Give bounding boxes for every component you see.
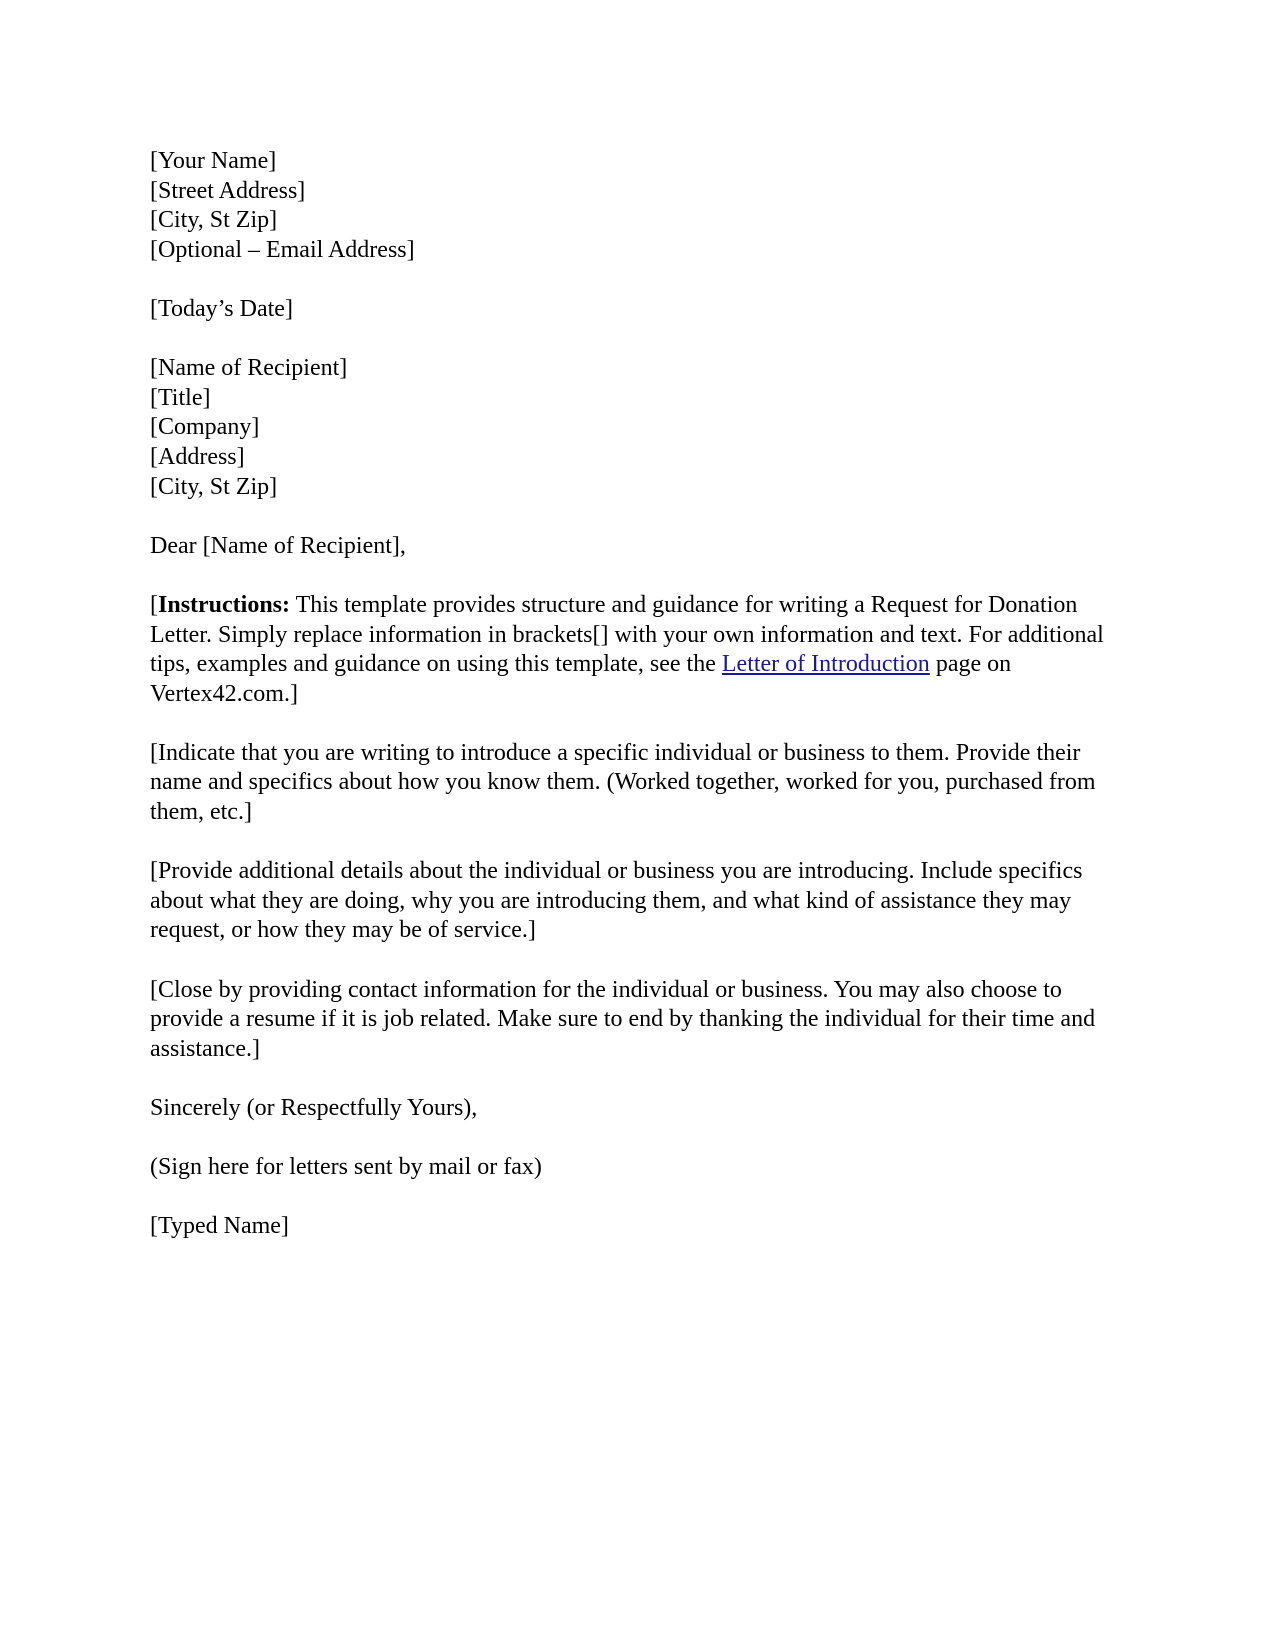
intro-paragraph: [Indicate that you are writing to introduce a specific individual or business to them. Provide their name and specifics about how you know them. (Worked together, worked for you, purchased from them, etc.] [150,739,1096,826]
closing: Sincerely (or Respectfully Yours), [150,1095,478,1121]
letter-of-introduction-link[interactable]: Letter of Introduction [721,651,930,678]
closing-block [150,1094,1135,1124]
recipient-address: [Address] [150,443,245,470]
instructions-open-bracket: [ [150,591,158,618]
signature-note: (Sign here for letters sent by mail or fax) [150,1154,542,1181]
sender-city: [City, St Zip] [150,207,278,234]
signature-block [150,1153,1135,1183]
details-paragraph: [Provide additional details about the individual or business you are introducing. Include specifics about what they are doing, why you are introducing them, and what kind of assistance they may request, or how they may be of service.] [150,858,1083,944]
sender-street: [Street Address] [150,177,306,204]
typed-name-block [150,1212,1135,1242]
salutation-block [150,532,1135,562]
recipient-city: [City, St Zip] [150,473,278,500]
recipient-title: [Title] [150,384,211,411]
sender-name: [Your Name] [150,148,277,174]
letter-body [150,147,1135,1242]
salutation: Dear [Name of Recipient], [150,532,406,559]
sender-block [150,147,1135,265]
instructions-label: Instructions: [158,591,291,618]
recipient-company: [Company] [150,414,260,441]
recipient-name: [Name of Recipient] [150,355,348,382]
instructions-text: This template provides structure and guidance for writing a Request for Donation Letter. Simply replace information in brackets[] with your own information and text. For additional tips, examples and guidance on using this template, see the [150,591,1104,678]
instructions-paragraph [150,591,1135,709]
date-block [150,295,1135,325]
letter-date: [Today’s Date] [150,295,293,322]
recipient-block [150,354,1135,502]
sender-email: [Optional – Email Address] [150,236,415,263]
close-paragraph: [Close by providing contact information for the individual or business. You may also choose to provide a resume if it is job related. Make sure to end by thanking the individual for their time and assistance.] [150,976,1096,1062]
instructions-text-end: page on Vertex42.com.] [150,651,1012,707]
typed-name: [Typed Name] [150,1213,289,1240]
